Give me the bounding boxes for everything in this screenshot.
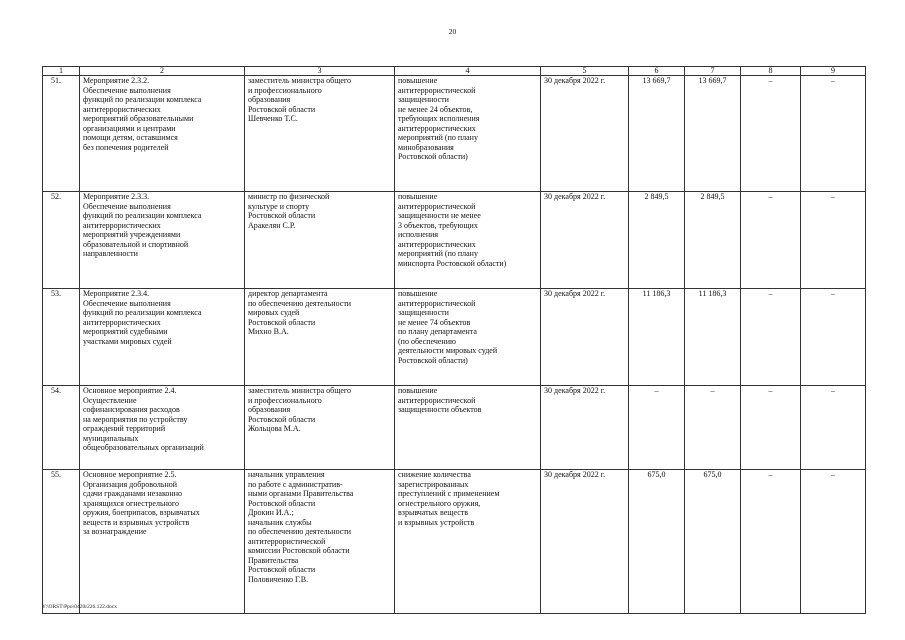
event-cell: Основное мероприятие 2.5. Организация добровольной сдачи гражданами незаконно хранящихся огнестрельного оружия, боеприпасов, взрывчатых веществ и взрывных устройств за вознаграждение — [80, 470, 245, 614]
amount-cell: – — [801, 192, 866, 289]
event-cell: Мероприятие 2.3.2. Обеспечение выполнения функций по реализации комплекса антитеррористических мероприятий образовательными организациями и центрами помощи детям, оставшимся без попечения родителей — [80, 76, 245, 192]
column-number: 8 — [741, 67, 801, 76]
table-row — [43, 386, 866, 470]
amount-cell: – — [801, 76, 866, 192]
amount-cell: – — [741, 192, 801, 289]
row-number: 53. — [43, 289, 80, 386]
amount-cell: 11 186,3 — [629, 289, 685, 386]
amount-cell: – — [801, 289, 866, 386]
responsible-cell: министр по физической культуре и спорту Ростовской области Аракелян С.Р. — [245, 192, 395, 289]
table-row — [43, 470, 866, 614]
header-row — [43, 67, 866, 76]
row-number: 52. — [43, 192, 80, 289]
table-row — [43, 192, 866, 289]
event-cell: Основное мероприятие 2.4. Осуществление софинансирования расходов на мероприятия по устройству ограждений территорий муниципальных общеобразовательных организаций — [80, 386, 245, 470]
amount-cell: – — [801, 470, 866, 614]
amount-cell: 2 849,5 — [629, 192, 685, 289]
amount-cell: – — [685, 386, 741, 470]
result-cell: повышение антитеррористической защищенности не менее 3 объектов, требующих исполнения антитеррористических мероприятий (по плану минспорта Ростовской области) — [395, 192, 541, 289]
amount-cell: – — [741, 289, 801, 386]
responsible-cell: заместитель министра общего и профессионального образования Ростовской области Жольцова М.А. — [245, 386, 395, 470]
table-row — [43, 289, 866, 386]
amount-cell: – — [741, 386, 801, 470]
responsible-cell: директор департамента по обеспечению деятельности мировых судей Ростовской области Михно В.А. — [245, 289, 395, 386]
event-cell: Мероприятие 2.3.4. Обеспечение выполнения функций по реализации комплекса антитеррористических мероприятий судебными участками мировых судей — [80, 289, 245, 386]
amount-cell: 675,0 — [629, 470, 685, 614]
file-path-footer: Y:\ORST\Ppo\0420r226.122.docx — [42, 604, 117, 610]
column-number: 7 — [685, 67, 741, 76]
deadline-cell: 30 декабря 2022 г. — [541, 192, 629, 289]
responsible-cell: заместитель министра общего и профессионального образования Ростовской области Шевченко Т.С. — [245, 76, 395, 192]
column-number: 1 — [43, 67, 80, 76]
responsible-cell: начальник управления по работе с административ- ными органами Правительства Ростовской области Дрокин И.А.; начальник службы по обеспечению деятельности антитеррористической комиссии Ростовской области Правительства Ростовской области Половиченко Г.В. — [245, 470, 395, 614]
program-table — [42, 66, 866, 614]
amount-cell: 13 669,7 — [685, 76, 741, 192]
amount-cell: – — [741, 470, 801, 614]
deadline-cell: 30 декабря 2022 г. — [541, 76, 629, 192]
amount-cell: – — [629, 386, 685, 470]
column-number: 2 — [80, 67, 245, 76]
column-number: 4 — [395, 67, 541, 76]
column-number: 5 — [541, 67, 629, 76]
result-cell: снижение количества зарегистрированных преступлений с применением огнестрельного оружия, взрывчатых веществ и взрывных устройств — [395, 470, 541, 614]
deadline-cell: 30 декабря 2022 г. — [541, 386, 629, 470]
table-row — [43, 76, 866, 192]
amount-cell: – — [741, 76, 801, 192]
amount-cell: 11 186,3 — [685, 289, 741, 386]
amount-cell: 2 849,5 — [685, 192, 741, 289]
amount-cell: – — [801, 386, 866, 470]
column-number: 9 — [801, 67, 866, 76]
deadline-cell: 30 декабря 2022 г. — [541, 289, 629, 386]
column-number: 3 — [245, 67, 395, 76]
result-cell: повышение антитеррористической защищенности объектов — [395, 386, 541, 470]
amount-cell: 13 669,7 — [629, 76, 685, 192]
result-cell: повышение антитеррористической защищенности не менее 24 объектов, требующих исполнения антитеррористических мероприятий (по плану минобразования Ростовской области) — [395, 76, 541, 192]
page-number: 20 — [448, 27, 457, 36]
result-cell: повышение антитеррористической защищенности не менее 74 объектов по плану департамента (по обеспечению деятельности мировых судей Ростовской области) — [395, 289, 541, 386]
amount-cell: 675,0 — [685, 470, 741, 614]
row-number: 54. — [43, 386, 80, 470]
deadline-cell: 30 декабря 2022 г. — [541, 470, 629, 614]
event-cell: Мероприятие 2.3.3. Обеспечение выполнения функций по реализации комплекса антитеррористических мероприятий учреждениями образовательной и спортивной направленности — [80, 192, 245, 289]
row-number: 55. — [43, 470, 80, 614]
column-number: 6 — [629, 67, 685, 76]
row-number: 51. — [43, 76, 80, 192]
